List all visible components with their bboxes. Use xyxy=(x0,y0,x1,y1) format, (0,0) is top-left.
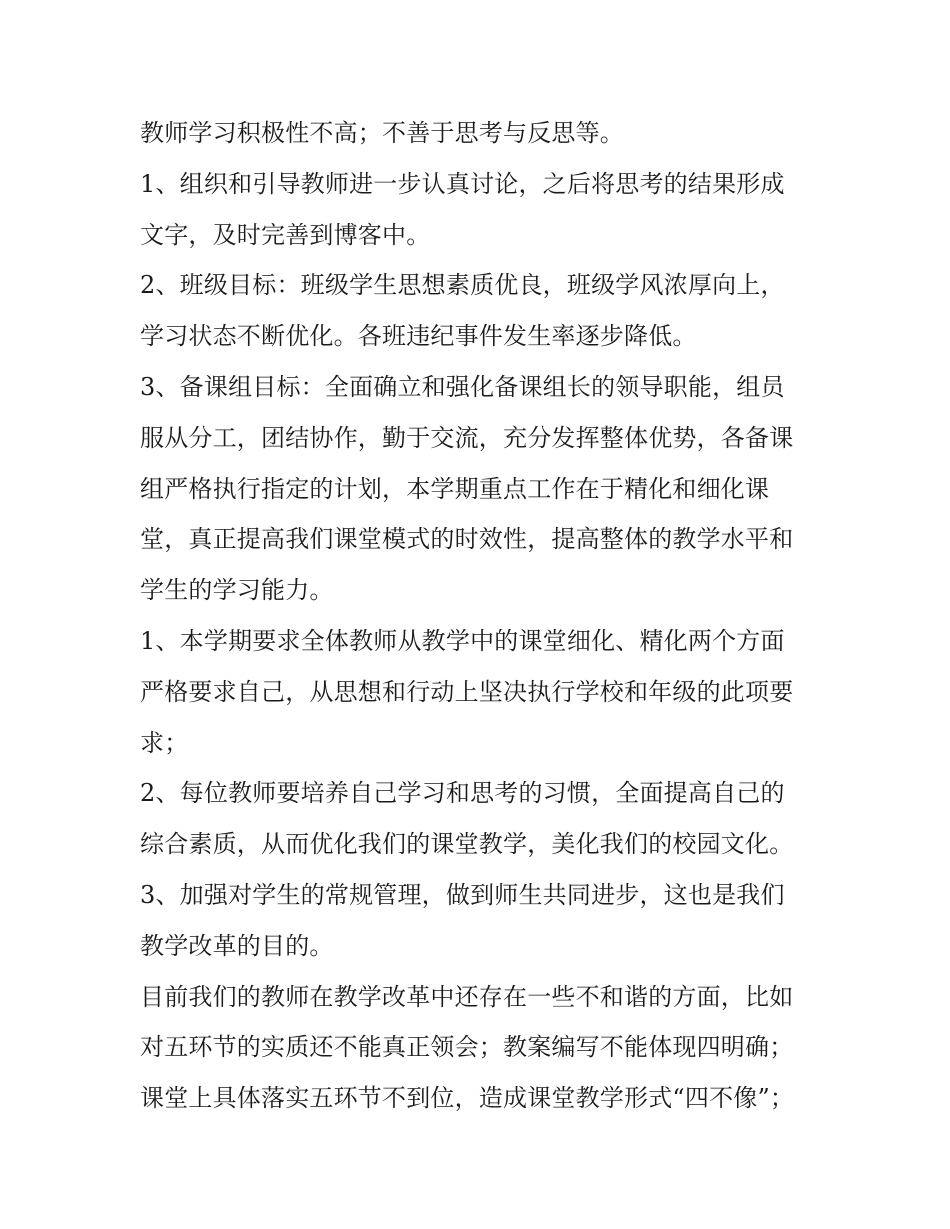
text-line: 1、本学期要求全体教师从教学中的课堂细化、精化两个方面 xyxy=(140,626,785,655)
text-line: 组严格执行指定的计划，本学期重点工作在于精化和细化课 xyxy=(140,474,770,503)
text-line: 堂，真正提高我们课堂模式的时效性，提高整体的教学水平和 xyxy=(140,525,794,554)
text-line: 严格要求自己，从思想和行动上坚决执行学校和年级的此项要 xyxy=(140,677,794,706)
text-line: 2、每位教师要培养自己学习和思考的习惯，全面提高自己的 xyxy=(140,779,785,808)
text-line: 综合素质，从而优化我们的课堂教学，美化我们的校园文化。 xyxy=(140,830,794,859)
text-line: 3、加强对学生的常规管理，做到师生共同进步，这也是我们 xyxy=(140,880,785,909)
document-body xyxy=(140,108,820,1124)
text-line: 目前我们的教师在教学改革中还存在一些不和谐的方面，比如 xyxy=(140,982,794,1011)
text-line: 服从分工，团结协作，勤于交流，充分发挥整体优势，各备课 xyxy=(140,423,794,452)
text-line: 学生的学习能力。 xyxy=(140,576,334,605)
text-line: 教师学习积极性不高；不善于思考与反思等。 xyxy=(140,119,624,147)
text-line: 文字，及时完善到博客中。 xyxy=(140,220,431,249)
text-line: 求； xyxy=(140,728,189,757)
text-line: 3、备课组目标：全面确立和强化备课组长的领导职能，组员 xyxy=(140,372,785,401)
text-line: 学习状态不断优化。各班违纪事件发生率逐步降低。 xyxy=(140,322,697,351)
text-line: 2、班级目标：班级学生思想素质优良，班级学风浓厚向上， xyxy=(140,271,785,300)
text-line: 教学改革的目的。 xyxy=(140,931,334,960)
text-line: 对五环节的实质还不能真正领会；教案编写不能体现四明确； xyxy=(140,1033,794,1062)
text-line: 1、组织和引导教师进一步认真讨论，之后将思考的结果形成 xyxy=(140,169,785,198)
text-line: 课堂上具体落实五环节不到位，造成课堂教学形式“四不像”； xyxy=(140,1084,795,1113)
